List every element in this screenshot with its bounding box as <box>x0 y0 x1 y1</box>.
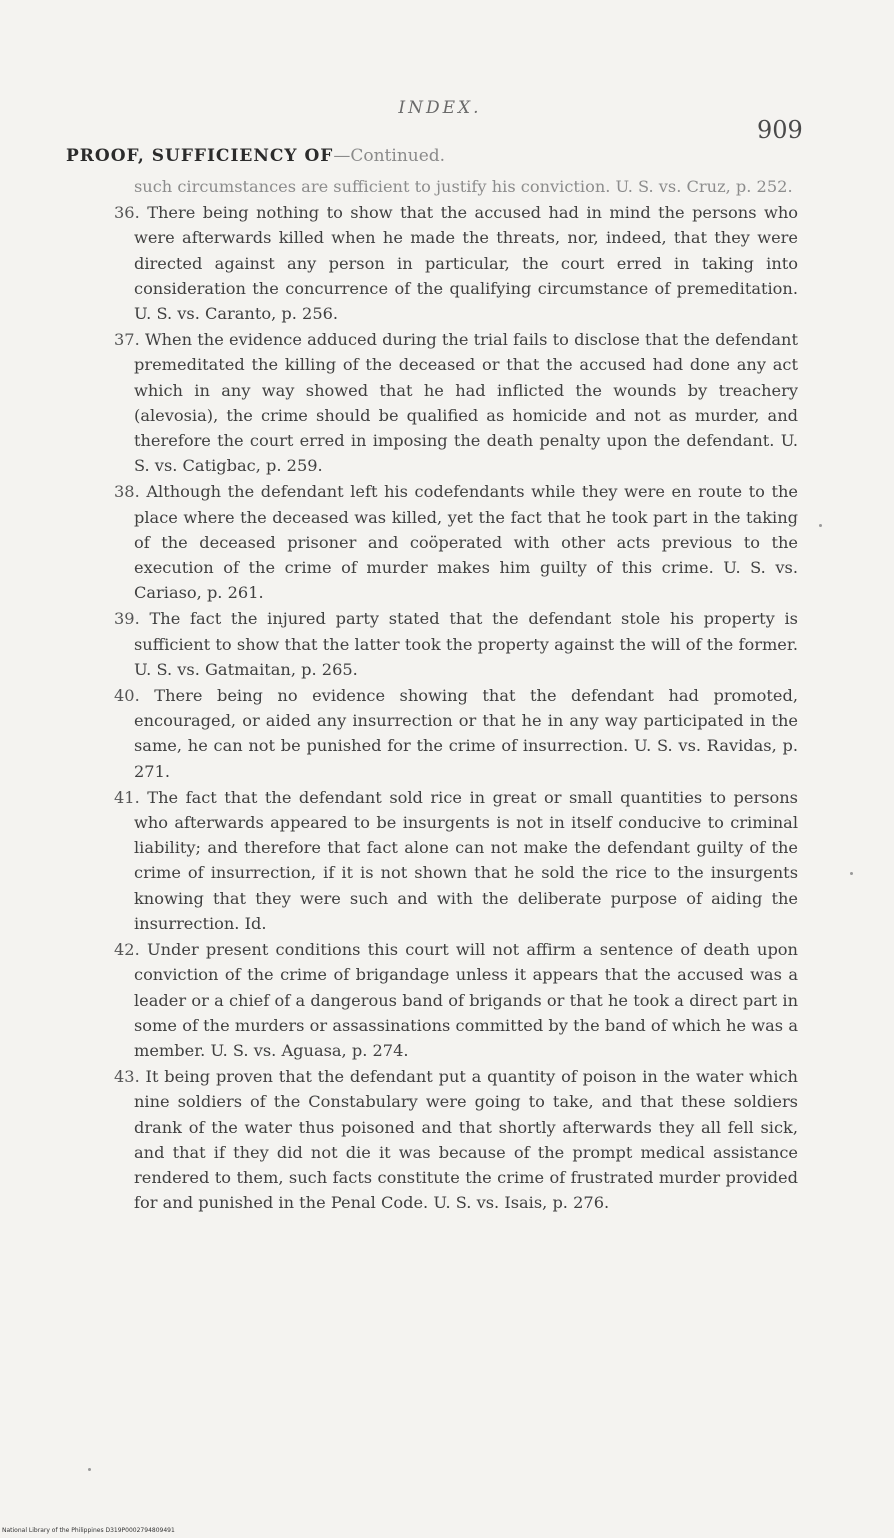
entry-number: 40. <box>114 686 140 706</box>
heading-continued: —Continued. <box>333 146 446 166</box>
entry-36 <box>86 200 798 326</box>
section-heading <box>66 146 766 166</box>
entry-text: Under present conditions this court will not affirm a sentence of death upon conviction of the crime of brigandage unless it appears that the accused was a leader or a chief of a dangerous band of brigands or that he took a direct part in some of the murders or assassinations committed by the band of which he was a member. U. S. vs. Aguasa, p. 274. <box>134 940 798 1060</box>
entry-text: Although the defendant left his codefendants while they were en route to the place where the deceased was killed, yet the fact that he took part in the taking of the deceased prisoner and coöperated with other acts previous to the execution of the crime of murder makes him guilty of this crime. U. S. vs. Cariaso, p. 261. <box>134 482 798 603</box>
entry-text: There being no evidence showing that the defendant had promoted, encouraged, or aided any insurrection or that he in any way participated in the same, he can not be punished for the crime of insurrection. U. S. vs. Ravidas, p. 271. <box>134 686 798 781</box>
entry-number: 42. <box>114 940 140 960</box>
page-number: 909 <box>757 116 803 144</box>
entry-text: When the evidence adduced during the trial fails to disclose that the defendant premeditated the killing of the deceased or that the accused had done any act which in any way showed that he had inflicted the wounds by treachery (alevosia), the crime should be qualified as homicide and not as murder, and therefore the court erred in imposing the death penalty upon the defendant. U. S. vs. Catigbac, p. 259. <box>134 330 798 476</box>
speck <box>850 872 853 875</box>
entry-text: The fact that the defendant sold rice in great or small quantities to persons who afterwards appeared to be insurgents is not in itself conducive to criminal liability; and therefore that fact alone can not make the defendant guilty of the crime of insurrection, if it is not shown that he sold the rice to the insurgents knowing that they were such and with the deliberate purpose of aiding the insurrection. Id. <box>134 787 798 933</box>
entry-41 <box>86 785 798 936</box>
heading-title: PROOF, SUFFICIENCY OF <box>66 146 334 166</box>
entry-number: 41. <box>114 787 140 807</box>
entry-text: The fact the injured party stated that the defendant stole his property is sufficient to show that the latter took the property against the will of the former. U. S. vs. Gatmaitan, p. 265. <box>134 609 798 679</box>
entry-37 <box>86 327 798 478</box>
entry-43 <box>86 1064 798 1215</box>
entry-number: 38. <box>114 482 140 502</box>
entry-text: It being proven that the defendant put a quantity of poison in the water which nine soldiers of the Constabulary were going to take, and that these soldiers drank of the water thus poisoned and that shortly afterwards they all fell sick, and that if they did not die it was because of the prompt medical assistance rendered to them, such facts constitute the crime of frustrated murder provided for and punished in the Penal Code. U. S. vs. Isais, p. 276. <box>134 1067 798 1213</box>
entry-number: 37. <box>114 330 140 350</box>
entry-42 <box>86 937 798 1063</box>
scan-footer: National Library of the Philippines D319P0002794809491 <box>2 1527 175 1534</box>
speck <box>819 524 822 527</box>
speck <box>88 1468 91 1471</box>
running-head: INDEX. <box>398 98 482 118</box>
entry-38 <box>86 479 798 605</box>
entry-39 <box>86 606 798 682</box>
entry-number: 39. <box>114 609 140 629</box>
entry-text: There being nothing to show that the accused had in mind the persons who were afterwards killed when he made the threats, nor, indeed, that they were directed against any person in particular, the court erred in taking into consideration the concurrence of the qualifying circumstance of premeditation. U. S. vs. Caranto, p. 256. <box>134 203 799 324</box>
entry-continuation <box>86 174 798 199</box>
entry-40 <box>86 683 798 784</box>
entry-text: such circumstances are sufficient to justify his conviction. U. S. vs. Cruz, p. 252. <box>134 177 793 196</box>
entry-number: 43. <box>114 1067 140 1087</box>
entry-number: 36. <box>114 203 140 223</box>
index-entries <box>86 174 798 1216</box>
